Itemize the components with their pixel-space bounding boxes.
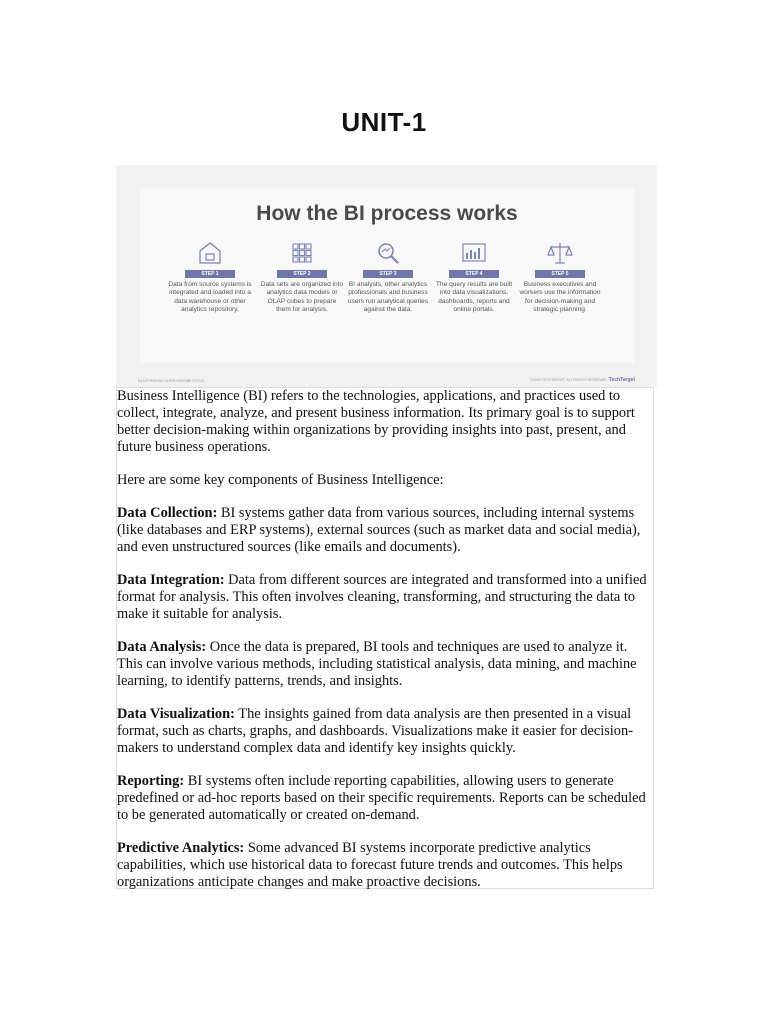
- component-data-collection: [117, 505, 653, 556]
- step-2: [260, 240, 344, 315]
- techtarget-logo: TechTarget: [608, 377, 635, 383]
- document-body: [116, 387, 654, 889]
- step-5: [518, 240, 602, 315]
- component-term: Data Integration:: [117, 572, 225, 588]
- component-term: Data Collection:: [117, 505, 218, 521]
- step-1-label: STEP 1: [185, 270, 235, 278]
- step-1-text: Data from source systems is integrated and loaded into a data warehouse or other analytics repository.: [168, 281, 252, 314]
- bi-process-infographic: [116, 165, 657, 387]
- step-3-label: STEP 3: [363, 270, 413, 278]
- step-5-text: Business executives and workers use the information for decision-making and strategic planning.: [519, 281, 601, 314]
- component-term: Reporting:: [117, 773, 185, 789]
- infographic-title: How the BI process works: [256, 202, 518, 225]
- step-3-text: BI analysts, other analytics professionals and business users run analytical queries against the data.: [347, 281, 429, 314]
- magnifier-icon: [375, 240, 401, 266]
- infographic-panel: [140, 188, 634, 363]
- component-term: Data Analysis:: [117, 639, 207, 655]
- component-reporting: [117, 773, 653, 824]
- component-description: Data from different sources are integrated and transformed into a unified format for analysis. This often involves cleaning, transforming, and structuring the data to make it suitable for analysis.: [117, 572, 647, 622]
- component-description: The insights gained from data analysis are then presented in a visual format, such as charts, graphs, and dashboards. Visualizations make it easier for decision-makers to understand complex data and identify key insights quickly.: [117, 706, 633, 756]
- scales-icon: [547, 240, 573, 266]
- dashboard-icon: [461, 240, 487, 266]
- infographic-copyright: [530, 377, 635, 383]
- step-3: [346, 240, 430, 315]
- component-data-visualization: [117, 706, 653, 757]
- step-4-text: The query results are built into data visualizations, dashboards, reports and online portals.: [435, 281, 513, 314]
- components-heading: Here are some key components of Business Intelligence:: [117, 472, 444, 488]
- warehouse-icon: [197, 240, 223, 266]
- component-description: BI systems often include reporting capabilities, allowing users to generate predefined or ad-hoc reports based on their specific requirements. Reports can be scheduled to be generated automatically or created on-demand.: [117, 773, 646, 823]
- component-description: Some advanced BI systems incorporate predictive analytics capabilities, which use historical data to forecast future trends and outcomes. This helps organizations anticipate changes and make proactive decisions.: [117, 840, 623, 890]
- intro-paragraph: Business Intelligence (BI) refers to the technologies, applications, and practices used to collect, integrate, analyze, and present business information. Its primary goal is to support better decision-making within organizations by providing insights into past, present, and future business operations.: [117, 388, 635, 455]
- step-4: [432, 240, 516, 315]
- step-4-label: STEP 4: [449, 270, 499, 278]
- step-2-text: Data sets are organized into analytics data models or OLAP cubes to prepare them for analysis.: [260, 281, 344, 314]
- component-term: Data Visualization:: [117, 706, 235, 722]
- component-predictive-analytics: [117, 840, 653, 891]
- component-term: Predictive Analytics:: [117, 840, 245, 856]
- component-data-integration: [117, 572, 653, 623]
- step-2-label: STEP 2: [277, 270, 327, 278]
- component-description: Once the data is prepared, BI tools and techniques are used to analyze it. This can involve various methods, including statistical analysis, data mining, and machine learning, to identify patterns, trends, and insights.: [117, 639, 637, 689]
- copyright-text: ©2025 TECHTARGET. ALL RIGHTS RESERVED.: [530, 378, 608, 382]
- step-1: [168, 240, 252, 315]
- step-5-label: STEP 5: [535, 270, 585, 278]
- page-title: UNIT-1: [341, 107, 427, 138]
- component-data-analysis: [117, 639, 653, 690]
- data-cubes-icon: [289, 240, 315, 266]
- component-description: BI systems gather data from various sources, including internal systems (like databases and ERP systems), external sources (such as market data and social media), and even unstructured sources (like emails and documents).: [117, 505, 641, 555]
- infographic-credit: ILLUSTRATION: ALEXEY/ADOBE STOCK: [138, 379, 205, 383]
